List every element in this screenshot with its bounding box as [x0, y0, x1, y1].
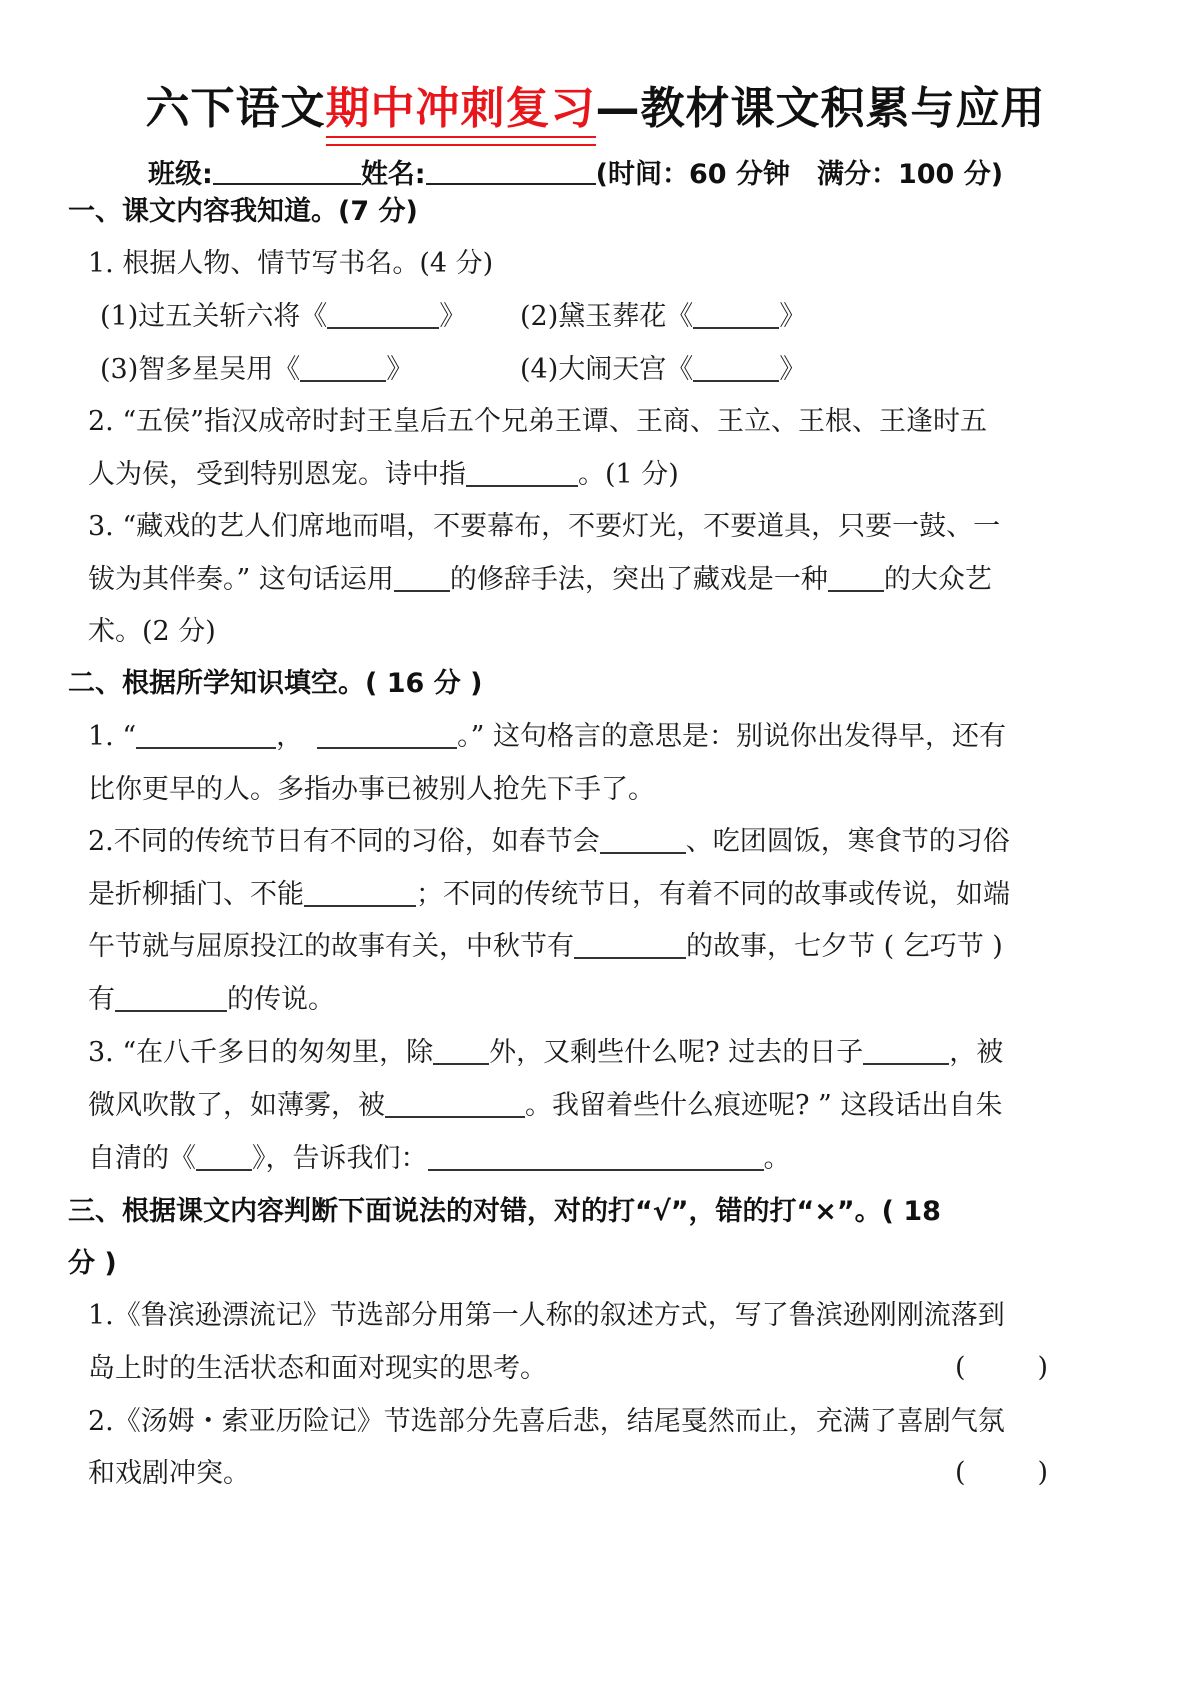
answer-blank[interactable] [394, 568, 450, 592]
answer-blank[interactable] [300, 358, 386, 382]
answer-blank[interactable] [693, 358, 779, 382]
section-3-heading: 三、根据课文内容判断下面说法的对错，对的打“√”，错的打“×”。( 18 [68, 1196, 941, 1227]
name-label: 姓名: [360, 159, 426, 190]
page-title [0, 72, 1191, 140]
s1-q1-item-4: (4)大闹天宫《 》 [520, 354, 807, 385]
title-suffix: —教材课文积累与应用 [595, 83, 1046, 134]
s1-q3-line3: 术。(2 分) [88, 616, 216, 647]
s2-q1-line1: 1. “ ， 。” 这句格言的意思是：别说你出发得早，还有 [88, 721, 1007, 752]
s1-q3-line2: 钹为其伴奏。” 这句话运用 的修辞手法，突出了藏戏是一种 的大众艺 [88, 564, 992, 595]
s1-q1-item-1: (1)过五关斩六将《 》 [100, 301, 467, 332]
section-2-heading: 二、根据所学知识填空。( 16 分 ) [68, 668, 483, 699]
answer-blank[interactable] [600, 830, 686, 854]
s2-q2-line3: 午节就与屈原投江的故事有关，中秋节有 的故事，七夕节 ( 乞巧节 ) [88, 931, 1003, 962]
s3-q1-line2: 岛上时的生活状态和面对现实的思考。 [88, 1353, 547, 1384]
answer-blank[interactable] [385, 1094, 525, 1118]
answer-blank[interactable] [693, 305, 779, 329]
answer-blank[interactable] [574, 935, 686, 959]
name-field[interactable] [426, 159, 596, 185]
answer-blank[interactable] [327, 305, 439, 329]
s2-q1-line2: 比你更早的人。多指办事已被别人抢先下手了。 [88, 774, 655, 805]
s1-q1-item-3: (3)智多星吴用《 》 [100, 354, 414, 385]
class-field[interactable] [213, 159, 361, 185]
s2-q2-line1: 2.不同的传统节日有不同的习俗，如春节会 、吃团圆饭，寒食节的习俗 [88, 826, 1010, 857]
answer-blank[interactable] [428, 1147, 764, 1171]
answer-blank[interactable] [196, 1147, 252, 1171]
s1-q3-line1: 3. “藏戏的艺人们席地而唱，不要幕布，不要灯光，不要道具，只要一鼓、一 [88, 511, 1001, 542]
exam-meta: (时间：60 分钟 满分：100 分) [595, 159, 1004, 190]
s2-q2-line2: 是折柳插门、不能 ；不同的传统节日，有着不同的故事或传说，如端 [88, 879, 1010, 910]
s3-q2-line2: 和戏剧冲突。 [88, 1458, 250, 1489]
title-highlight: 期中冲刺复习 [326, 72, 596, 140]
s2-q2-line4: 有 的传说。 [88, 984, 335, 1015]
answer-blank[interactable] [466, 463, 578, 487]
s2-q3-line1: 3. “在八千多日的匆匆里，除 外，又剩些什么呢? 过去的日子 ，被 [88, 1037, 1004, 1068]
answer-blank[interactable] [304, 883, 416, 907]
s1-q2-line1: 2. “五侯”指汉成帝时封王皇后五个兄弟王谭、王商、王立、王根、王逢时五 [88, 406, 987, 437]
s1-q1-item-2: (2)黛玉葬花《 》 [520, 301, 807, 332]
answer-blank[interactable] [136, 725, 276, 749]
class-label: 班级: [148, 159, 213, 190]
answer-blank[interactable] [828, 568, 884, 592]
s1-q1-prompt: 1. 根据人物、情节写书名。(4 分) [88, 248, 494, 279]
section-1-heading: 一、课文内容我知道。(7 分) [68, 196, 418, 227]
section-3-heading-cont: 分 ) [68, 1248, 117, 1279]
s2-q3-line2: 微风吹散了，如薄雾，被 。我留着些什么痕迹呢? ” 这段话出自朱 [88, 1090, 1003, 1121]
title-prefix: 六下语文 [145, 83, 326, 134]
answer-blank[interactable] [115, 988, 227, 1012]
s3-q2-answer-box[interactable]: ( ) [955, 1457, 1049, 1488]
s2-q3-line3: 自清的《 》，告诉我们： 。 [88, 1143, 791, 1174]
answer-blank[interactable] [863, 1041, 949, 1065]
answer-blank[interactable] [317, 725, 457, 749]
s1-q2-line2: 人为侯，受到特别恩宠。诗中指 。(1 分) [88, 459, 679, 490]
s3-q1-line1: 1.《鲁滨逊漂流记》节选部分用第一人称的叙述方式，写了鲁滨逊刚刚流落到 [88, 1300, 1005, 1331]
student-info-line [148, 152, 1003, 191]
s3-q1-answer-box[interactable]: ( ) [955, 1352, 1049, 1383]
answer-blank[interactable] [433, 1041, 489, 1065]
s3-q2-line1: 2.《汤姆・索亚历险记》节选部分先喜后悲，结尾戛然而止，充满了喜剧气氛 [88, 1406, 1005, 1437]
